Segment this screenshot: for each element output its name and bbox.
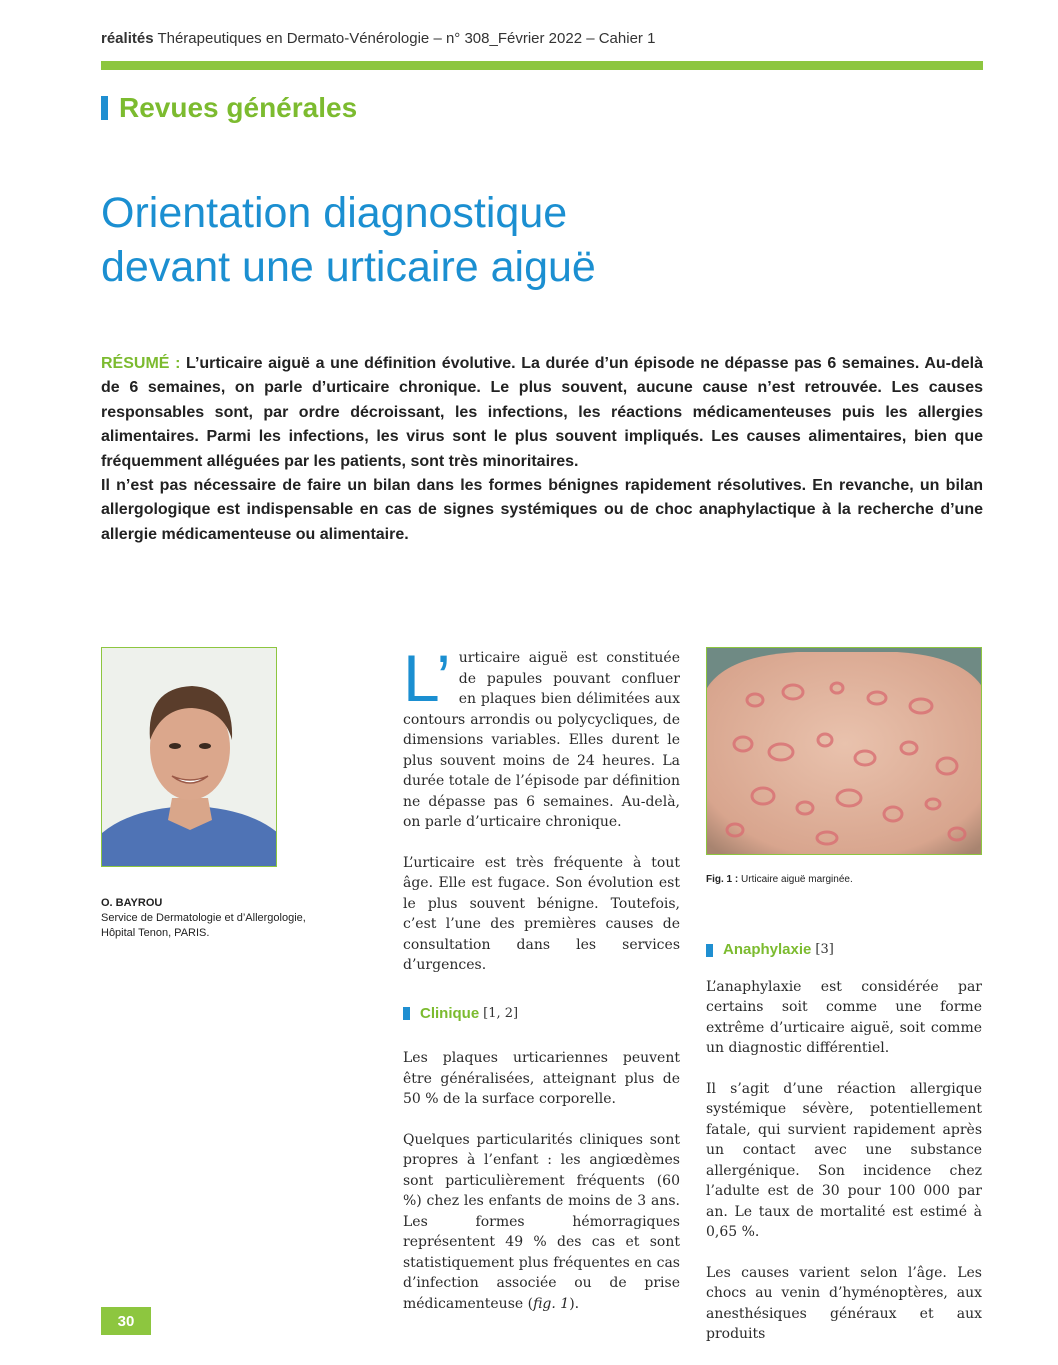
body-paragraph: L’urticaire est très fréquente à tout âge. Elle est fugace. Son évolution est le plus souvent bénigne. Toutefois, c’est l’une des premières causes de consultation dans les services d’urgences. bbox=[403, 854, 680, 973]
subhead-clinique bbox=[403, 1004, 680, 1025]
figure-reference: fig. 1 bbox=[533, 1295, 570, 1312]
intro-text: urticaire aiguë est constituée de papules pouvant confluer en plaques bien délimitées aux contours arrondis ou polycycliques, de dimensions variables. Elles durent le plus souvent moins de 24 heures. La durée totale de l’épisode par définition ne dépasse pas 6 semaines. Au-delà, on parle d’urticaire chronique. bbox=[403, 650, 680, 830]
body-column-2 bbox=[706, 940, 982, 1365]
abstract-paragraph-2: Il n’est pas nécessaire de faire un bilan dans les formes bénignes rapidement résolutives. En revanche, un bilan allergologique est indispensable en cas de signes systémiques ou de choc anaphylactique à la recherche d’une allergie médicamenteuse ou alimentaire. bbox=[101, 477, 983, 543]
author-name: O. BAYROU bbox=[101, 897, 163, 909]
abstract-text-1: L’urticaire aiguë a une définition évolutive. La durée d’un épisode ne dépasse pas 6 semaines. Au-delà de 6 semaines, on parle d’urticaire chronique. Le plus souvent, aucune cause n’est retrouvée. Les causes responsables sont, par ordre décroissant, les infections, les réactions médicamenteuses puis les allergies alimentaires. Parmi les infections, les virus sont le plus souvent impliqués. Les causes alimentaires, bien que fréquemment alléguées par les patients, sont très minoritaires. bbox=[101, 355, 984, 470]
journal-brand: réalités bbox=[101, 30, 154, 47]
section-label bbox=[101, 92, 357, 124]
figure-caption bbox=[706, 874, 982, 885]
body-paragraph: Les causes varient selon l’âge. Les chocs au venin d’hyménoptères, aux anesthésiques généraux et aux produits bbox=[706, 1264, 982, 1342]
figure-caption-text: Urticaire aiguë marginée. bbox=[738, 874, 853, 885]
abstract-paragraph-1 bbox=[101, 352, 983, 474]
header-rule bbox=[101, 61, 983, 70]
abstract bbox=[101, 352, 983, 547]
running-header bbox=[101, 30, 655, 47]
article-title bbox=[101, 186, 981, 294]
author-photo bbox=[101, 647, 277, 867]
author-affiliation-1: Service de Dermatologie et d’Allergologie, bbox=[101, 912, 306, 924]
subhead-reference: [1, 2] bbox=[483, 1005, 519, 1021]
body-paragraph: Il s’agit d’une réaction allergique systémique sévère, potentiellement fatale, qui survient rapidement après un contact avec une substance allergénique. Son incidence chez l’adulte est de 30 pour 100 000 par an. Le taux de mortalité est estimé à 0,65 %. bbox=[706, 1080, 982, 1240]
body-text: Quelques particularités cliniques sont propres à l’enfant : les angiœdèmes sont particulièrement fréquents (60 %) chez les enfants de moins de 3 ans. Les formes hémorragiques représentent 49 % des cas et sont statistiquement plus fréquentes en cas d’infection associée ou de prise médicamenteuse ( bbox=[403, 1131, 680, 1312]
title-line-2: devant une urticaire aiguë bbox=[101, 243, 596, 291]
square-bullet-icon bbox=[403, 1007, 410, 1020]
author-block bbox=[101, 896, 341, 941]
urticaria-photo-image bbox=[707, 648, 982, 855]
title-line-1: Orientation diagnostique bbox=[101, 189, 568, 237]
body-paragraph: L’anaphylaxie est considérée par certains soit comme une forme extrême d’urticaire aiguë, soit comme un diagnostic différentiel. bbox=[706, 978, 982, 1056]
square-bullet-icon bbox=[706, 944, 713, 957]
subhead-text: Anaphylaxie bbox=[723, 941, 812, 958]
author-affiliation-2: Hôpital Tenon, PARIS. bbox=[101, 927, 210, 939]
body-text: ). bbox=[569, 1295, 580, 1312]
figure-label: Fig. 1 : bbox=[706, 874, 739, 885]
intro-paragraph bbox=[403, 641, 680, 833]
body-column-1 bbox=[403, 641, 680, 1334]
subhead-reference: [3] bbox=[815, 942, 834, 957]
body-paragraph: Les plaques urticariennes peuvent être généralisées, atteignant plus de 50 % de la surface corporelle. bbox=[403, 1050, 680, 1107]
author-portrait-image bbox=[102, 648, 277, 867]
drop-cap: L’ bbox=[403, 641, 451, 715]
journal-issue: Thérapeutiques en Dermato-Vénérologie – n° 308_Février 2022 – Cahier 1 bbox=[153, 30, 656, 47]
subhead-text: Clinique bbox=[420, 1004, 480, 1022]
body-paragraph bbox=[403, 1130, 680, 1315]
abstract-lead: RÉSUMÉ : bbox=[101, 355, 187, 372]
section-label-text: Revues générales bbox=[119, 92, 358, 123]
page-number: 30 bbox=[101, 1307, 151, 1335]
figure-1 bbox=[706, 647, 982, 855]
subhead-anaphylaxie bbox=[706, 940, 982, 961]
square-bullet-icon bbox=[101, 96, 108, 120]
